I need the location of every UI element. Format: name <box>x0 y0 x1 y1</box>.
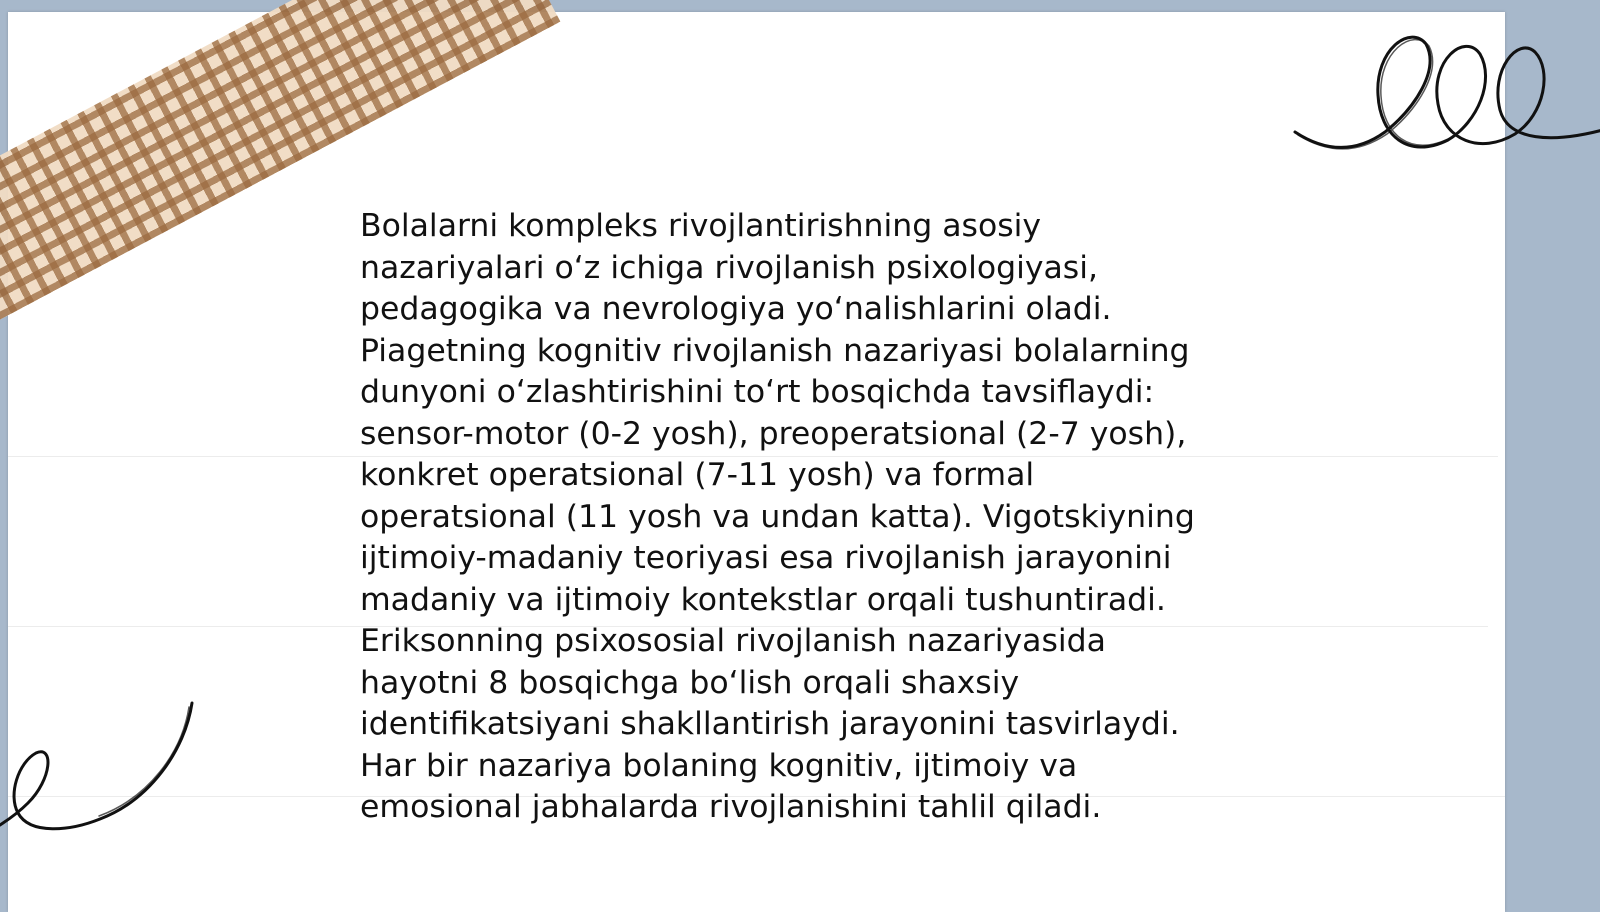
loop-scribble-icon <box>1290 30 1600 170</box>
body-paragraph: Bolalarni kompleks rivojlantirishning asosiy nazariyalari o‘z ichiga rivojlanish psixologiyasi, pedagogika va nevrologiya yo‘nalishlarini oladi. Piagetning kognitiv rivojlanish nazariyasi bolalarning dunyoni o‘zlashtirishini to‘rt bosqichda tavsiflaydi: sensor-motor (0-2 yosh), preoperatsional (2-7 yosh), konkret operatsional (7-11 yosh) va formal operatsional (11 yosh va undan katta). Vigotskiyning ijtimoiy-madaniy teoriyasi esa rivojlanish jarayonini madaniy va ijtimoiy kontekstlar orqali tushuntiradi. Eriksonning psixososial rivojlanish nazariyasida hayotni 8 bosqichga bo‘lish orqali shaxsiy identifikatsiyani shakllantirish jarayonini tasvirlaydi. Har bir nazariya bolaning kognitiv, ijtimoiy va emosional jabhalarda rivojlanishini tahlil qiladi. <box>360 208 1195 825</box>
swoosh-scribble-icon <box>0 695 200 845</box>
